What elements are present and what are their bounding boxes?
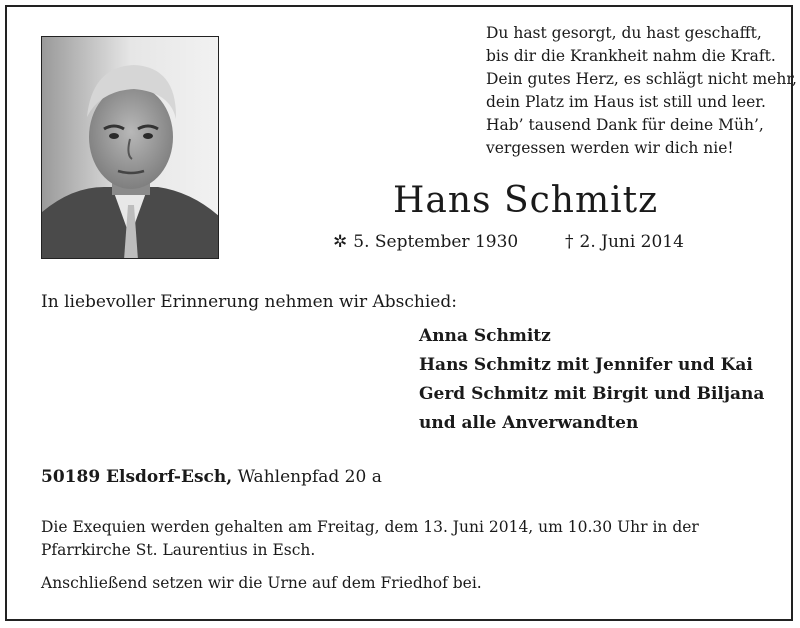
mourner-line: Hans Schmitz mit Jennifer und Kai <box>419 355 753 375</box>
farewell-intro: In liebevoller Erinnerung nehmen wir Abschied: <box>41 292 457 312</box>
death-date-text: 2. Juni 2014 <box>579 232 684 252</box>
poem-line: Hab’ tausend Dank für deine Müh’, <box>486 116 764 134</box>
deceased-name: Hans Schmitz <box>393 180 659 221</box>
urn-burial-info: Anschließend setzen wir die Urne auf dem Friedhof bei. <box>41 574 482 592</box>
address-city: 50189 Elsdorf-Esch, <box>41 467 233 487</box>
death-cross-icon: † <box>565 232 574 252</box>
mourner-line: und alle Anverwandten <box>419 413 639 433</box>
poem <box>486 22 797 160</box>
mourners-list <box>419 322 764 438</box>
funeral-info: Die Exequien werden gehalten am Freitag, dem 13. Juni 2014, um 10.30 Uhr in der Pfarrkirche St. Laurentius in Esch. <box>41 518 699 559</box>
birth-date <box>333 232 518 252</box>
birth-date-text: 5. September 1930 <box>353 232 519 252</box>
poem-line: dein Platz im Haus ist still und leer. <box>486 93 766 111</box>
poem-line: Dein gutes Herz, es schlägt nicht mehr, <box>486 70 797 88</box>
birth-star-icon: ✲ <box>333 232 348 252</box>
poem-line: Du hast gesorgt, du hast geschafft, <box>486 24 762 42</box>
mourner-line: Gerd Schmitz mit Birgit und Biljana <box>419 384 765 404</box>
poem-line: bis dir die Krankheit nahm die Kraft. <box>486 47 776 65</box>
address <box>41 467 382 487</box>
portrait-photo <box>41 36 219 259</box>
mourner-line: Anna Schmitz <box>419 326 551 346</box>
address-street: Wahlenpfad 20 a <box>237 467 382 487</box>
death-date <box>565 232 684 252</box>
poem-line: vergessen werden wir dich nie! <box>486 139 734 157</box>
